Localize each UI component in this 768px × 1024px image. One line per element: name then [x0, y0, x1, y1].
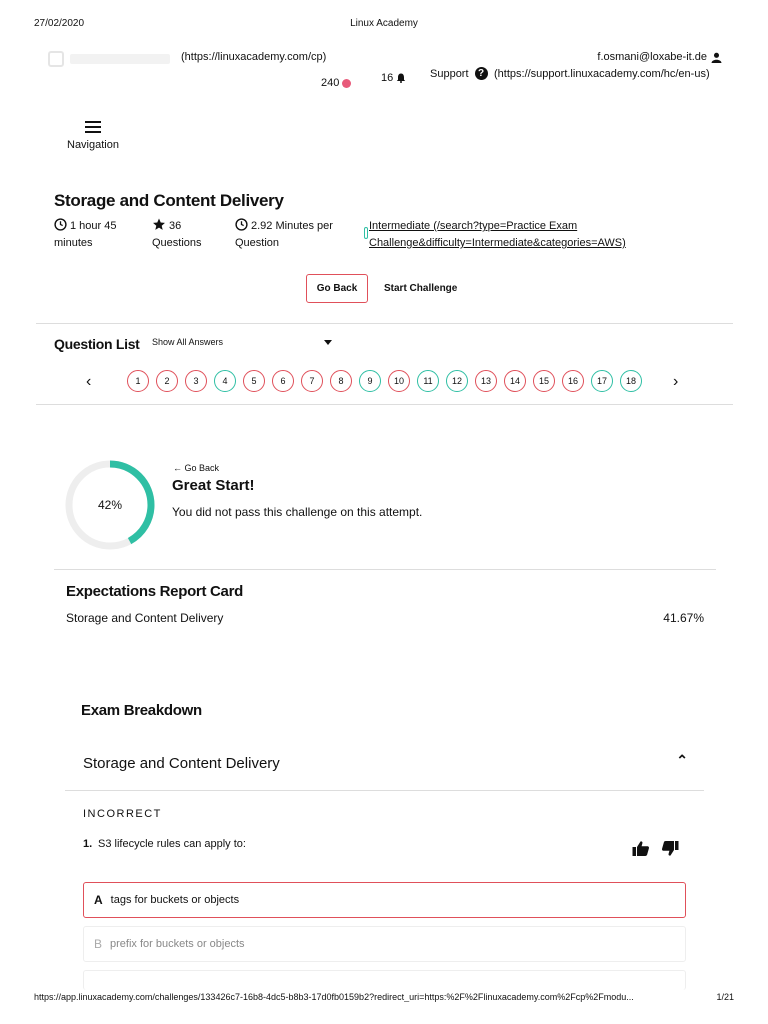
logo-link-url[interactable]: (https://linuxacademy.com/cp): [181, 51, 327, 63]
option-letter: B: [94, 937, 103, 951]
result-go-back-link[interactable]: ← Go Back: [173, 463, 220, 473]
thumbs-down-icon[interactable]: [661, 840, 679, 857]
question-number-button[interactable]: 1: [127, 370, 149, 392]
result-message: You did not pass this challenge on this attempt.: [172, 505, 423, 519]
difficulty-link[interactable]: [369, 218, 659, 252]
user-icon: [711, 52, 722, 63]
points-counter[interactable]: [321, 77, 351, 89]
question-number-button[interactable]: 10: [388, 370, 410, 392]
user-email: f.osmani@loxabe-it.de: [597, 51, 707, 63]
question-number: 1.: [83, 838, 93, 850]
question-number-button[interactable]: 15: [533, 370, 555, 392]
divider: [54, 569, 716, 570]
caret-down-icon: [324, 340, 332, 345]
question-number-button[interactable]: 8: [330, 370, 352, 392]
user-menu[interactable]: [597, 51, 722, 63]
linux-academy-logo[interactable]: [48, 50, 178, 68]
thumbs-up-icon[interactable]: [632, 840, 650, 857]
option-text: prefix for buckets or objects: [110, 938, 245, 950]
previous-questions-button[interactable]: ‹: [86, 373, 92, 390]
exam-breakdown-title: Exam Breakdown: [81, 702, 202, 719]
divider: [36, 323, 733, 324]
clock-icon: [54, 218, 67, 231]
hamburger-icon: [85, 121, 101, 133]
minutes-per-question-text: 2.92 Minutes per Question: [235, 220, 333, 249]
question-number-button[interactable]: 3: [185, 370, 207, 392]
answer-status-label: INCORRECT: [83, 808, 162, 820]
option-letter: A: [94, 893, 103, 907]
answer-option-c[interactable]: [83, 970, 686, 990]
page-title: Storage and Content Delivery: [54, 191, 284, 210]
next-questions-button[interactable]: ›: [673, 373, 679, 390]
question-number-button[interactable]: 7: [301, 370, 323, 392]
help-icon: ?: [475, 67, 488, 80]
report-card-title: Expectations Report Card: [66, 583, 244, 600]
questions-text: 36 Questions: [152, 220, 202, 249]
question-number-button[interactable]: 6: [272, 370, 294, 392]
support-link[interactable]: [430, 67, 488, 80]
question-number-button[interactable]: 5: [243, 370, 265, 392]
report-percent: 41.67%: [663, 611, 704, 625]
minutes-per-question-meta: [235, 218, 355, 252]
duration-meta: [54, 218, 134, 252]
question-number-list: [127, 370, 642, 392]
question-number-button[interactable]: 9: [359, 370, 381, 392]
questions-meta: [152, 218, 222, 252]
notifications-button[interactable]: [381, 72, 406, 84]
divider: [36, 404, 733, 405]
question-number-button[interactable]: 16: [562, 370, 584, 392]
question-number-button[interactable]: 14: [504, 370, 526, 392]
navigation-label: Navigation: [67, 139, 119, 151]
star-icon: [152, 218, 166, 231]
difficulty-text: Intermediate (/search?type=Practice Exam Challenge&difficulty=Intermediate&categories=AWS): [369, 220, 626, 249]
support-link-url[interactable]: (https://support.linuxacademy.com/hc/en-us): [494, 68, 710, 80]
question-number-button[interactable]: 2: [156, 370, 178, 392]
question-number-button[interactable]: 13: [475, 370, 497, 392]
difficulty-tag-icon: [364, 227, 368, 239]
start-challenge-button[interactable]: Start Challenge: [384, 283, 458, 294]
duration-text: 1 hour 45 minutes: [54, 220, 117, 249]
breakdown-accordion-header[interactable]: [65, 740, 704, 791]
question-number-button[interactable]: 17: [591, 370, 613, 392]
answers-filter-select[interactable]: [152, 337, 332, 347]
answer-option-a[interactable]: [83, 882, 686, 918]
question-number-button[interactable]: 11: [417, 370, 439, 392]
bell-icon: [396, 73, 406, 83]
option-text: tags for buckets or objects: [110, 894, 240, 906]
answer-option-b[interactable]: [83, 926, 686, 962]
navigation-button[interactable]: [66, 118, 120, 151]
points-value: 240: [321, 77, 340, 89]
question-text: S3 lifecycle rules can apply to:: [98, 838, 246, 850]
chevron-up-icon: ⌃: [676, 752, 688, 768]
clock-icon: [235, 218, 248, 231]
support-label: Support: [430, 67, 469, 80]
print-url: https://app.linuxacademy.com/challenges/133426c7-16b8-4dc5-b8b3-17d0fb0159b2?redirect_uri=https:%2F%2Flinuxacademy.com%2Fcp%2Fmodu...: [34, 992, 634, 1002]
result-title: Great Start!: [172, 477, 255, 494]
score-percent: 42%: [97, 498, 123, 512]
print-page-number: 1/21: [716, 992, 734, 1002]
question-number-button[interactable]: 4: [214, 370, 236, 392]
go-back-button[interactable]: Go Back: [306, 274, 368, 303]
print-date: 27/02/2020: [34, 18, 85, 29]
question-number-button[interactable]: 18: [620, 370, 642, 392]
report-category: Storage and Content Delivery: [66, 611, 224, 625]
notifications-count: 16: [381, 72, 394, 84]
question-list-title: Question List: [54, 336, 140, 352]
answers-filter-value: Show All Answers: [152, 337, 224, 347]
question-number-button[interactable]: 12: [446, 370, 468, 392]
points-coin-icon: [342, 79, 351, 88]
print-title: Linux Academy: [350, 18, 418, 29]
accordion-title: Storage and Content Delivery: [83, 755, 280, 772]
